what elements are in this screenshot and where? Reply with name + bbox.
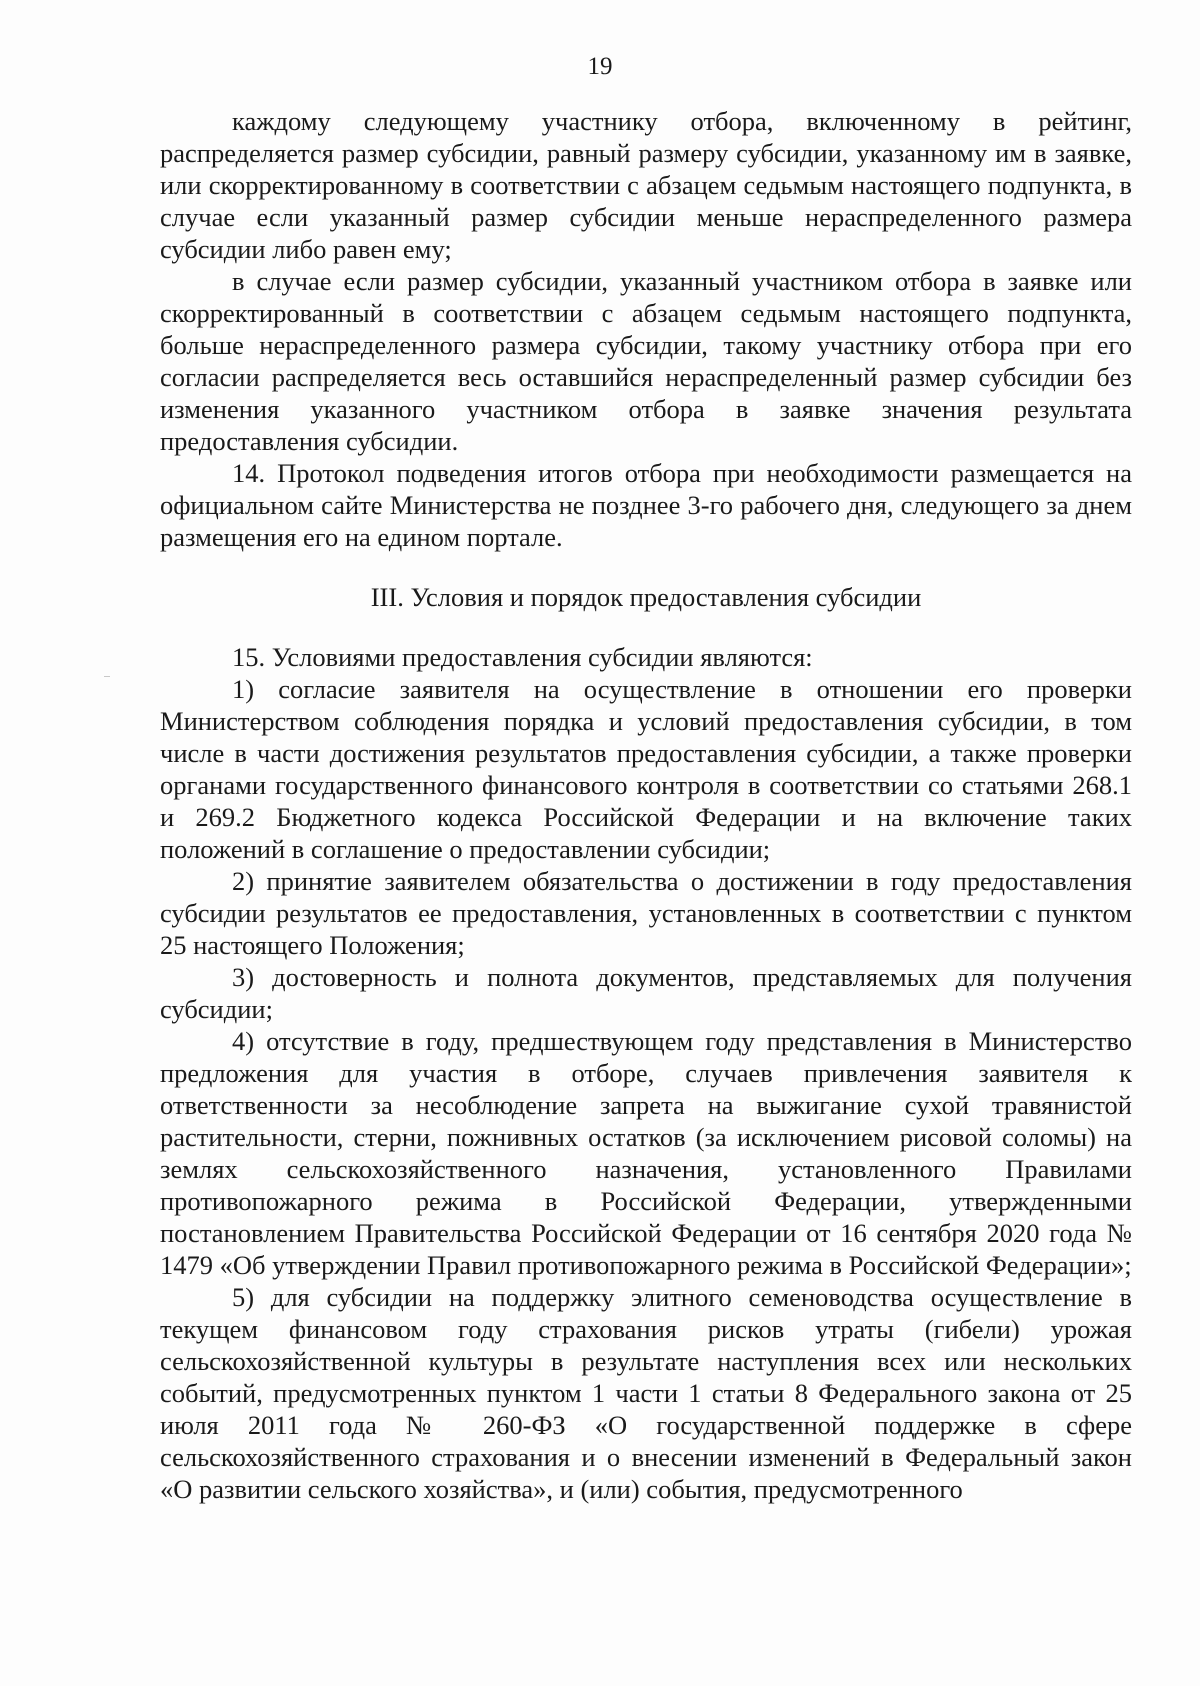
page-number: 19 <box>587 53 613 80</box>
scan-mark <box>104 676 110 677</box>
paragraph-continued: каждому следующему участнику отбора, включенному в рейтинг, распределяется размер субсидии, равный размеру субсидии, указанному им в заявке, или скорректированному в соответствии с абзацем седьмым настоящего подпункта, в случае если указанный размер субсидии меньше нераспределенного размера субсидии либо равен ему; <box>160 106 1132 264</box>
paragraph-item-14: 14. Протокол подведения итогов отбора при необходимости размещается на официальном сайте Министерства не позднее 3-го рабочего дня, следующего за днем размещения его на едином портале. <box>160 458 1132 552</box>
list-item-5: 5) для субсидии на поддержку элитного семеноводства осуществление в текущем финансовом году страхования рисков утраты (гибели) урожая сельскохозяйственной культуры в результате наступления всех или нескольких событий, предусмотренных пунктом 1 части 1 статьи 8 Федерального закона от 25 июля 2011 года № 260-ФЗ «О государственной поддержке в сфере сельскохозяйственного страхования и о внесении изменений в Федеральный закон «О развитии сельского хозяйства», и (или) события, предусмотренного <box>160 1282 1132 1504</box>
paragraph: в случае если размер субсидии, указанный участником отбора в заявке или скорректированный в соответствии с абзацем седьмым настоящего подпункта, больше нераспределенного размера субсидии, такому участнику отбора при его согласии распределяется весь оставшийся нераспределенный размер субсидии без изменения указанного участником отбора в заявке значения результата предоставления субсидии. <box>160 266 1132 456</box>
list-item-2: 2) принятие заявителем обязательства о достижении в году предоставления субсидии результатов ее предоставления, установленных в соответствии с пунктом 25 настоящего Положения; <box>160 866 1132 960</box>
document-body <box>160 105 1132 1505</box>
paragraph-item-15: 15. Условиями предоставления субсидии являются: <box>232 642 813 672</box>
list-item-1: 1) согласие заявителя на осуществление в отношении его проверки Министерством соблюдения порядка и условий предоставления субсидии, в том числе в части достижения результатов предоставления субсидии, а также проверки органами государственного финансового контроля в соответствии со статьями 268.1 и 269.2 Бюджетного кодекса Российской Федерации и на включение таких положений в соглашение о предоставлении субсидии; <box>160 674 1132 864</box>
section-heading: III. Условия и порядок предоставления субсидии <box>370 582 922 612</box>
list-item-3: 3) достоверность и полнота документов, представляемых для получения субсидии; <box>160 962 1132 1024</box>
list-item-4: 4) отсутствие в году, предшествующем году представления в Министерство предложения для участия в отборе, случаев привлечения заявителя к ответственности за несоблюдение запрета на выжигание сухой травянистой растительности, стерни, пожнивных остатков (за исключением рисовой соломы) на землях сельскохозяйственного назначения, установленного Правилами противопожарного режима в Российской Федерации, утвержденными постановлением Правительства Российской Федерации от 16 сентября 2020 года № 1479 «Об утверждении Правил противопожарного режима в Российской Федерации»; <box>160 1026 1132 1280</box>
